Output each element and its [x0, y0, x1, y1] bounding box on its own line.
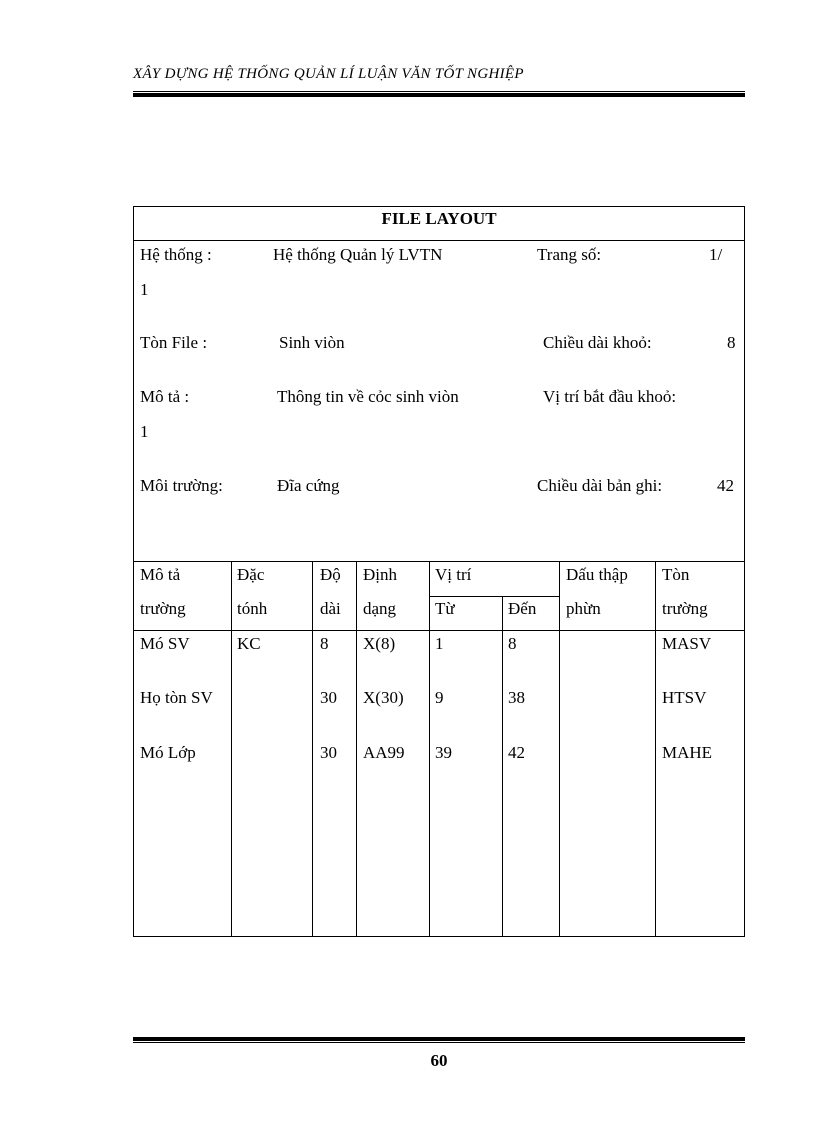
footer-rule [133, 1037, 745, 1043]
header-dau-thap-phan-line2: phừn [566, 599, 601, 618]
he-thong-value: Hệ thống Quản lý LVTN [273, 245, 443, 264]
row3-tu: 39 [435, 743, 452, 762]
row1-ten-truong: MASV [662, 634, 712, 653]
row2-dinh-dang: X(30) [363, 688, 404, 707]
header-dinh-dang-line2: dạng [363, 599, 397, 618]
header-do-dai-line1: Độ [320, 565, 341, 584]
title-divider [133, 240, 745, 241]
row1-den: 8 [508, 634, 517, 653]
vi-tri-bat-dau-khoa-label: Vị trí bắt đầu khoỏ: [543, 387, 677, 406]
header-mo-ta-line1: Mô tả [140, 565, 181, 584]
row1-mo-ta: Mó SV [140, 634, 190, 653]
col-sep-7 [655, 561, 656, 937]
header-dau-thap-phan-line1: Dấu thập [566, 565, 628, 584]
trang-so-label: Trang số: [537, 245, 602, 264]
header-do-dai-line2: dài [320, 599, 341, 618]
table-header-divider [133, 630, 745, 631]
page-header-title: XÂY DỰNG HỆ THỐNG QUẢN LÍ LUẬN VĂN TỐT NGHIỆP [133, 66, 524, 82]
col-sep-3 [356, 561, 357, 937]
mo-ta-value: Thông tin về cỏc sinh viòn [277, 387, 459, 406]
row2-mo-ta: Họ tòn SV [140, 688, 213, 707]
col-sep-2 [312, 561, 313, 937]
mo-ta-label: Mô tả : [140, 387, 190, 406]
row3-do-dai: 30 [320, 743, 337, 762]
header-ten-truong-line1: Tòn [662, 565, 690, 584]
trang-so-value-wrap: 1 [140, 280, 149, 299]
header-rule [133, 91, 745, 97]
row3-dinh-dang: AA99 [363, 743, 405, 762]
row3-mo-ta: Mó Lớp [140, 743, 196, 762]
col-sep-5 [502, 596, 503, 937]
page-number: 60 [430, 1051, 448, 1070]
ten-file-value: Sinh viòn [279, 333, 345, 352]
row1-tu: 1 [435, 634, 444, 653]
row3-ten-truong: MAHE [662, 743, 713, 762]
chieu-dai-ban-ghi-label: Chiều dài bản ghi: [537, 476, 663, 495]
header-dinh-dang-line1: Định [363, 565, 397, 584]
col-sep-4 [429, 561, 430, 937]
row2-do-dai: 30 [320, 688, 337, 707]
moi-truong-value: Đĩa cứng [277, 476, 340, 495]
he-thong-label: Hệ thống : [140, 245, 212, 264]
moi-truong-label: Môi trường: [140, 476, 223, 495]
header-den: Đến [508, 599, 537, 618]
row2-tu: 9 [435, 688, 444, 707]
vi-tri-bat-dau-khoa-value: 1 [140, 422, 149, 441]
chieu-dai-ban-ghi-value: 42 [717, 476, 734, 495]
header-ten-truong-line2: trường [662, 599, 708, 618]
header-tu: Từ [435, 599, 455, 618]
row2-ten-truong: HTSV [662, 688, 707, 707]
info-divider [133, 561, 745, 562]
header-mo-ta-line2: trường [140, 599, 186, 618]
chieu-dai-khoa-label: Chiều dài khoỏ: [543, 333, 652, 352]
row3-den: 42 [508, 743, 525, 762]
col-sep-6 [559, 561, 560, 937]
row2-den: 38 [508, 688, 525, 707]
row1-dac-tinh: KC [237, 634, 261, 653]
file-layout-title: FILE LAYOUT [381, 209, 497, 228]
header-dac-tinh-line2: tónh [237, 599, 268, 618]
col-sep-1 [231, 561, 232, 937]
header-vi-tri: Vị trí [435, 565, 472, 584]
row1-dinh-dang: X(8) [363, 634, 396, 653]
ten-file-label: Tòn File : [140, 333, 208, 352]
chieu-dai-khoa-value: 8 [727, 333, 736, 352]
header-dac-tinh-line1: Đặc [237, 565, 265, 584]
trang-so-value: 1/ [709, 245, 723, 264]
vi-tri-subheader-divider [429, 596, 559, 597]
row1-do-dai: 8 [320, 634, 329, 653]
